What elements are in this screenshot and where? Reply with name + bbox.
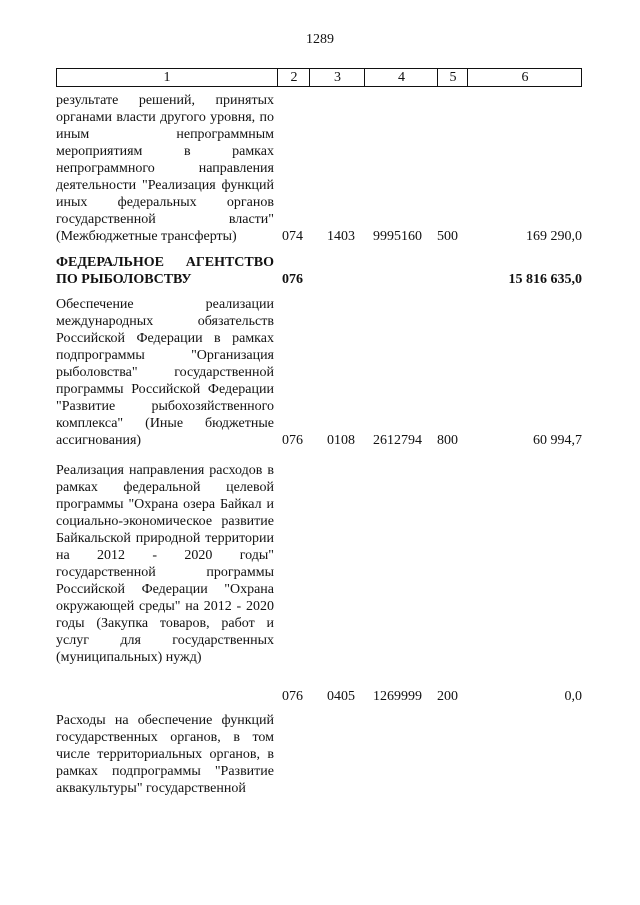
cell-col5: 800 bbox=[437, 433, 458, 448]
cell-col4: 9995160 bbox=[373, 229, 422, 244]
table-header bbox=[56, 68, 582, 87]
cell-col2: 076 bbox=[282, 272, 303, 287]
table-row bbox=[56, 462, 586, 705]
table-row bbox=[56, 712, 586, 822]
cell-col5: 500 bbox=[437, 229, 458, 244]
row-description: ФЕДЕРАЛЬНОЕ АГЕНТСТВО ПО РЫБОЛОВСТВУ bbox=[56, 255, 274, 287]
header-col-1: 1 bbox=[163, 70, 171, 85]
cell-col6: 15 816 635,0 bbox=[508, 272, 582, 287]
cell-col3: 0405 bbox=[327, 689, 355, 704]
row-description: Обеспечение реализации международных обязательств Российской Федерации в рамках подпрограммы "Организация рыболовства" государственной программы Российской Федерации "Развитие рыбохозяйственного комплекса" (Иные бюджетные ассигнования) bbox=[56, 297, 274, 448]
row-description: результате решений, принятых органами власти другого уровня, по иным непрограммным мероприятиям в рамках непрограммного направления деятельности "Реализация функций иных федеральных органов государственной власти" (Межбюджетные трансферты) bbox=[56, 93, 274, 244]
cell-col6: 169 290,0 bbox=[526, 229, 582, 244]
cell-col5: 200 bbox=[437, 689, 458, 704]
cell-col3: 0108 bbox=[327, 433, 355, 448]
header-col-2: 2 bbox=[277, 69, 310, 86]
table-row bbox=[56, 254, 586, 290]
cell-col6: 0,0 bbox=[564, 689, 582, 704]
row-description: Расходы на обеспечение функций государственных органов, в том числе территориальных органов, в рамках подпрограммы "Развитие аквакультуры" государственной bbox=[56, 713, 274, 796]
cell-col6: 60 994,7 bbox=[533, 433, 582, 448]
cell-col2: 076 bbox=[282, 689, 303, 704]
header-col-5: 5 bbox=[437, 69, 468, 86]
cell-col2: 076 bbox=[282, 433, 303, 448]
cell-col4: 2612794 bbox=[373, 433, 422, 448]
cell-col4: 1269999 bbox=[373, 689, 422, 704]
table-row bbox=[56, 296, 586, 449]
cell-col3: 1403 bbox=[327, 229, 355, 244]
header-col-3: 3 bbox=[309, 69, 365, 86]
row-description: Реализация направления расходов в рамках федеральной целевой программы "Охрана озера Байкал и социально-экономическое развитие Байкальской природной территории на 2012 - 2020 годы" государственной программы Российской Федерации "Охрана окружающей среды" на 2012 - 2020 годы (Закупка товаров, работ и услуг для государственных (муниципальных) нужд) bbox=[56, 463, 274, 665]
header-col-6: 6 bbox=[467, 69, 582, 86]
cell-col2: 074 bbox=[282, 229, 303, 244]
page-number: 1289 bbox=[306, 32, 334, 47]
table-row bbox=[56, 92, 586, 245]
header-col-4: 4 bbox=[364, 69, 438, 86]
